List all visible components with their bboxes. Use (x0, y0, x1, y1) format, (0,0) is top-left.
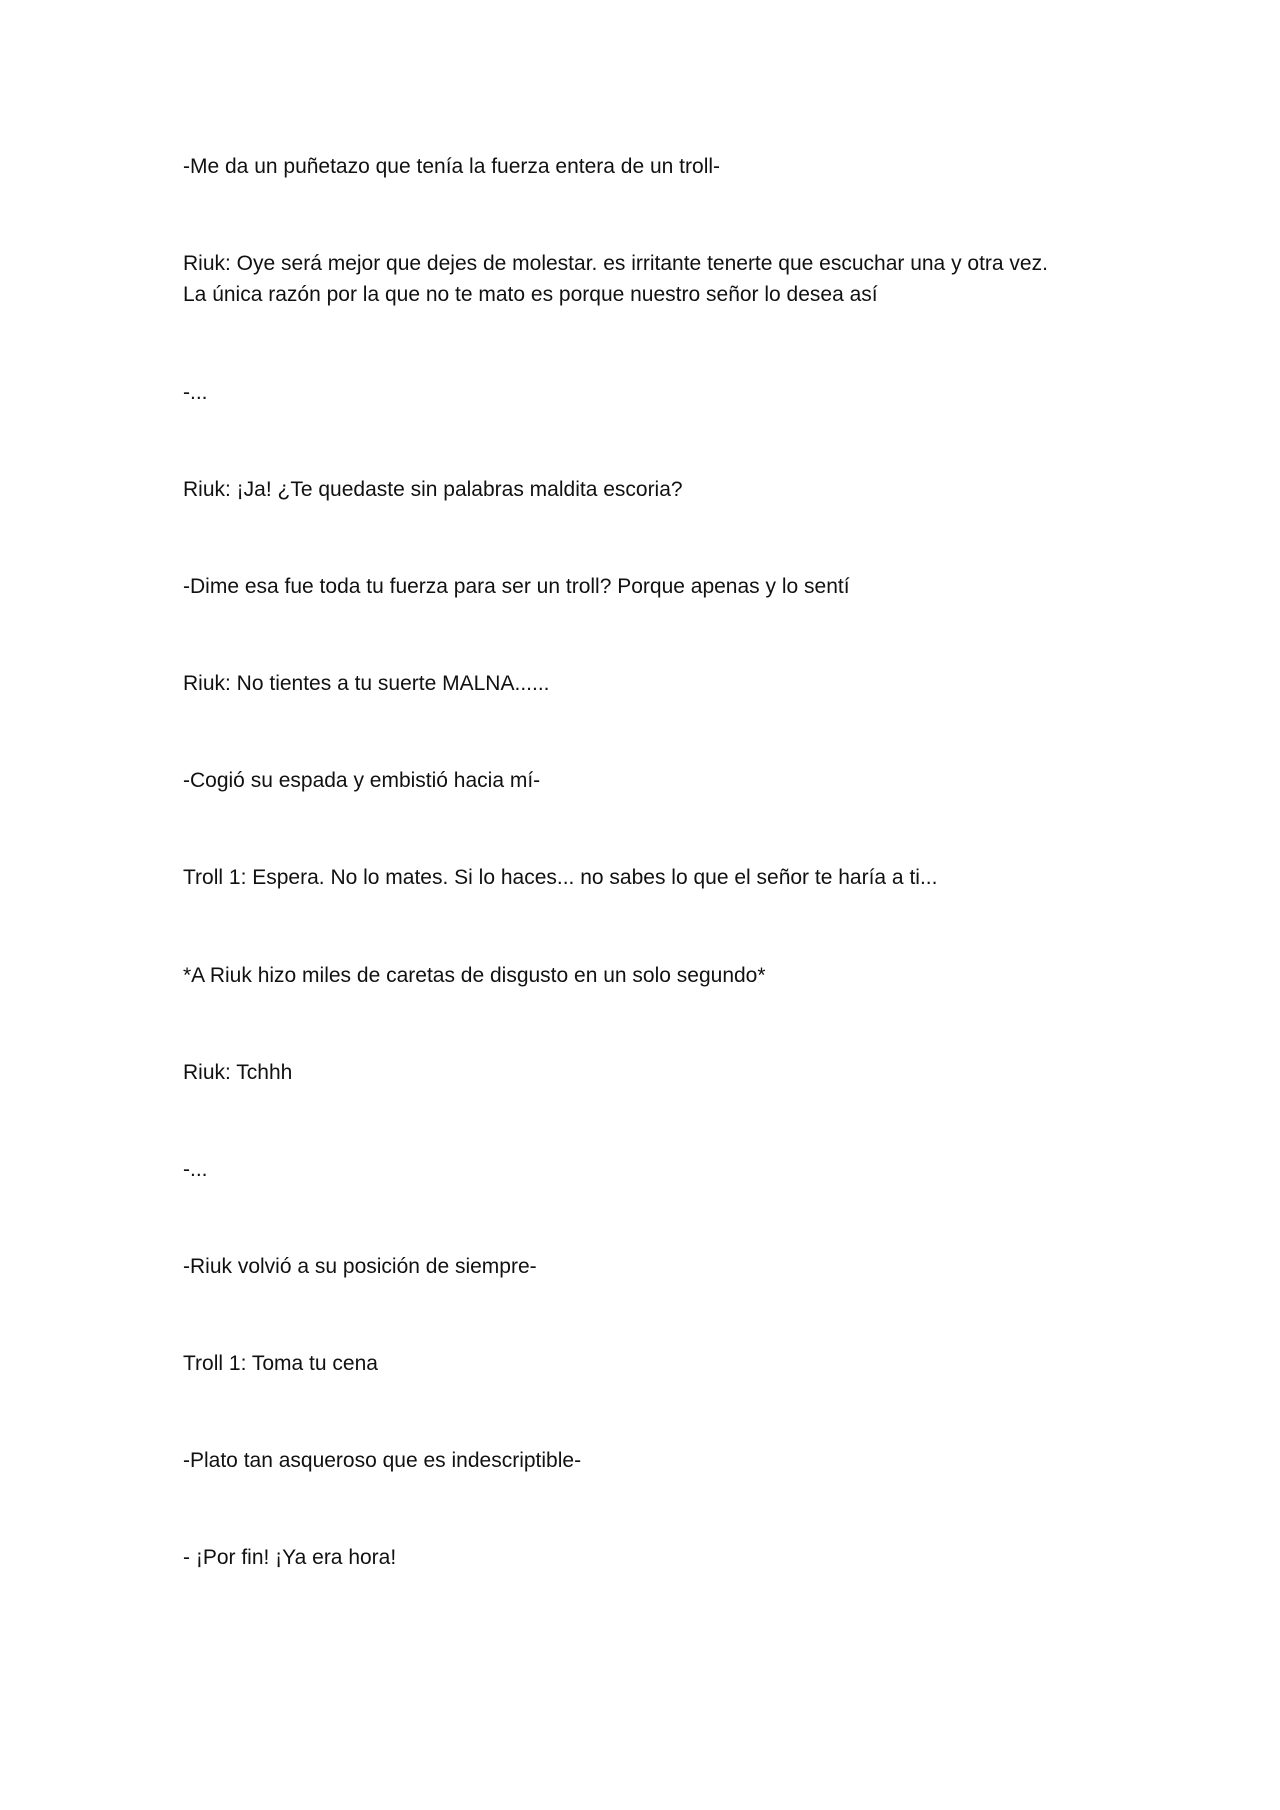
paragraph-7: -Cogió su espada y embistió hacia mí- (183, 769, 541, 792)
paragraph-2-line-1: Riuk: Oye será mejor que dejes de molestar. es irritante tenerte que escuchar una y otra vez. (183, 252, 1048, 275)
paragraph-3: -... (183, 381, 208, 404)
paragraph-15: - ¡Por fin! ¡Ya era hora! (183, 1546, 397, 1569)
paragraph-11: -... (183, 1158, 208, 1181)
paragraph-8: Troll 1: Espera. No lo mates. Si lo haces... no sabes lo que el señor te haría a ti... (183, 866, 938, 889)
paragraph-6: Riuk: No tientes a tu suerte MALNA...... (183, 672, 550, 695)
paragraph-14: -Plato tan asqueroso que es indescriptible- (183, 1449, 582, 1472)
paragraph-13: Troll 1: Toma tu cena (183, 1352, 378, 1375)
paragraph-5: -Dime esa fue toda tu fuerza para ser un troll? Porque apenas y lo sentí (183, 575, 850, 598)
paragraph-9: *A Riuk hizo miles de caretas de disgusto en un solo segundo* (183, 964, 766, 987)
paragraph-12: -Riuk volvió a su posición de siempre- (183, 1255, 537, 1278)
paragraph-2-line-2: La única razón por la que no te mato es porque nuestro señor lo desea así (183, 283, 878, 306)
paragraph-10: Riuk: Tchhh (183, 1061, 293, 1084)
paragraph-4: Riuk: ¡Ja! ¿Te quedaste sin palabras maldita escoria? (183, 478, 683, 501)
paragraph-1: -Me da un puñetazo que tenía la fuerza entera de un troll- (183, 155, 721, 178)
